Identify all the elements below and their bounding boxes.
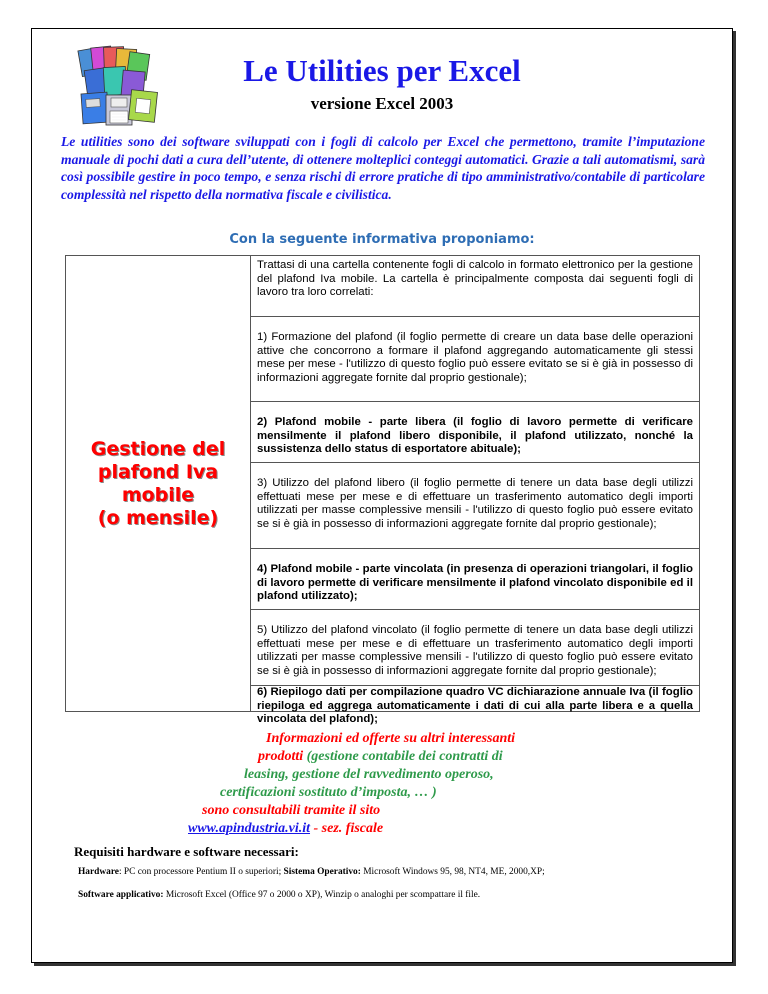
hardware-text: : PC con processore Pentium II o superiori;	[118, 867, 284, 877]
software-text: Microsoft Excel (Office 97 o 2000 o XP), Winzip o analoghi per scompattare il file.	[163, 890, 481, 900]
offers-line	[188, 820, 582, 838]
page-subtitle: versione Excel 2003	[310, 94, 454, 113]
product-name-cell	[66, 256, 251, 711]
offers-line: certificazioni sostituto d’imposta, … )	[220, 785, 437, 800]
description-cell	[251, 256, 699, 726]
requirements-software-line	[78, 890, 480, 900]
product-name-line: Gestione del	[90, 438, 226, 460]
document-page	[31, 28, 733, 963]
product-name-label	[66, 438, 250, 530]
offers-products-detail: (gestione contabile dei contratti di	[303, 749, 503, 764]
offers-line: Informazioni ed offerte su altri interessanti	[266, 731, 516, 746]
offers-line: sono consultabili tramite il sito	[202, 803, 381, 818]
os-label: Sistema Operativo:	[283, 867, 361, 877]
website-link[interactable]: www.apindustria.vi.it	[188, 821, 311, 836]
website-link-suffix: - sez. fiscale	[310, 821, 384, 836]
software-label: Software applicativo:	[78, 890, 164, 900]
offers-block	[188, 730, 582, 838]
intro-paragraph: Le utilities sono dei software sviluppati con i fogli di calcolo per Excel che permettono, tramite l’imputazione manuale di pochi dati a cura dell’utente, di ottenere molteplici conteggi automatici. Grazie a tali automatismi, sarà così possibile gestire in poco tempo, e senza rischi di errore pratiche di tipo amministrativo/contabile di particolare complessità nel rispetto della normativa fiscale e civilistica.	[61, 134, 705, 202]
info-table	[65, 255, 700, 726]
product-name-line: (o mensile)	[97, 507, 219, 529]
description-paragraph: 6) Riepilogo dati per compilazione quadro VC dichiarazione annuale Iva (il foglio riepiloga ed aggrega automaticamente i dati di cui alla parte libera e a quella vincolata del plafond);	[257, 686, 693, 726]
os-text: Microsoft Windows 95, 98, NT4, ME, 2000,XP;	[360, 867, 545, 877]
hardware-label: Hardware	[78, 867, 119, 877]
product-name-line: plafond Iva	[97, 461, 219, 483]
description-paragraph: 2) Plafond mobile - parte libera (il foglio di lavoro permette di verificare mensilmente il plafond libero disponibile, il plafond utilizzato, nonché la sussistenza dello status di esportatore abituale);	[251, 402, 699, 463]
description-paragraph: 4) Plafond mobile - parte vincolata (in presenza di operazioni triangolari, il foglio di lavoro permette di verificare mensilmente il plafond vincolato disponibile ed il plafond utilizzato);	[251, 549, 699, 610]
description-paragraph: Trattasi di una cartella contenente fogli di calcolo in formato elettronico per la gestione del plafond Iva mobile. La cartella è principalmente composta dai seguenti fogli di lavoro tra loro correlati:	[251, 256, 699, 317]
requirements-title: Requisiti hardware e software necessari:	[74, 844, 299, 859]
description-paragraph: 5) Utilizzo del plafond vincolato (il foglio permette di tenere un data base degli utilizzi effettuati mese per mese e di effettuare un trasferimento automatico degli importi utilizzati per masse complessive mensili - l'utilizzo di questo foglio può essere evitato se si è già in possesso di informazioni aggregate fornite dal proprio gestionale);	[251, 610, 699, 686]
offers-line: leasing, gestione del ravvedimento operoso,	[244, 767, 494, 782]
description-paragraph: 3) Utilizzo del plafond libero (il foglio permette di tenere un data base degli utilizzi effettuati mese per mese e di effettuare un trasferimento automatico degli importi utilizzati per masse complessive mensili - l'utilizzo di questo foglio può essere evitato se si è già in possesso di informazioni aggregate fornite dal proprio gestionale);	[251, 463, 699, 549]
section-heading: Con la seguente informativa proponiamo:	[229, 232, 535, 247]
page-title: Le Utilities per Excel	[243, 53, 521, 88]
product-name-line: mobile	[121, 484, 195, 506]
offers-line	[202, 748, 582, 766]
offers-products-text: prodotti	[258, 749, 304, 764]
description-paragraph: 1) Formazione del plafond (il foglio permette di creare un data base delle operazioni attive che concorrono a formare il plafond aggregando automaticamente gli stessi mese per mese - l'utilizzo di questo foglio può essere evitato se si è già in possesso di informazioni aggregate fornite dal proprio gestionale);	[251, 317, 699, 402]
requirements-hardware-line	[78, 867, 545, 877]
